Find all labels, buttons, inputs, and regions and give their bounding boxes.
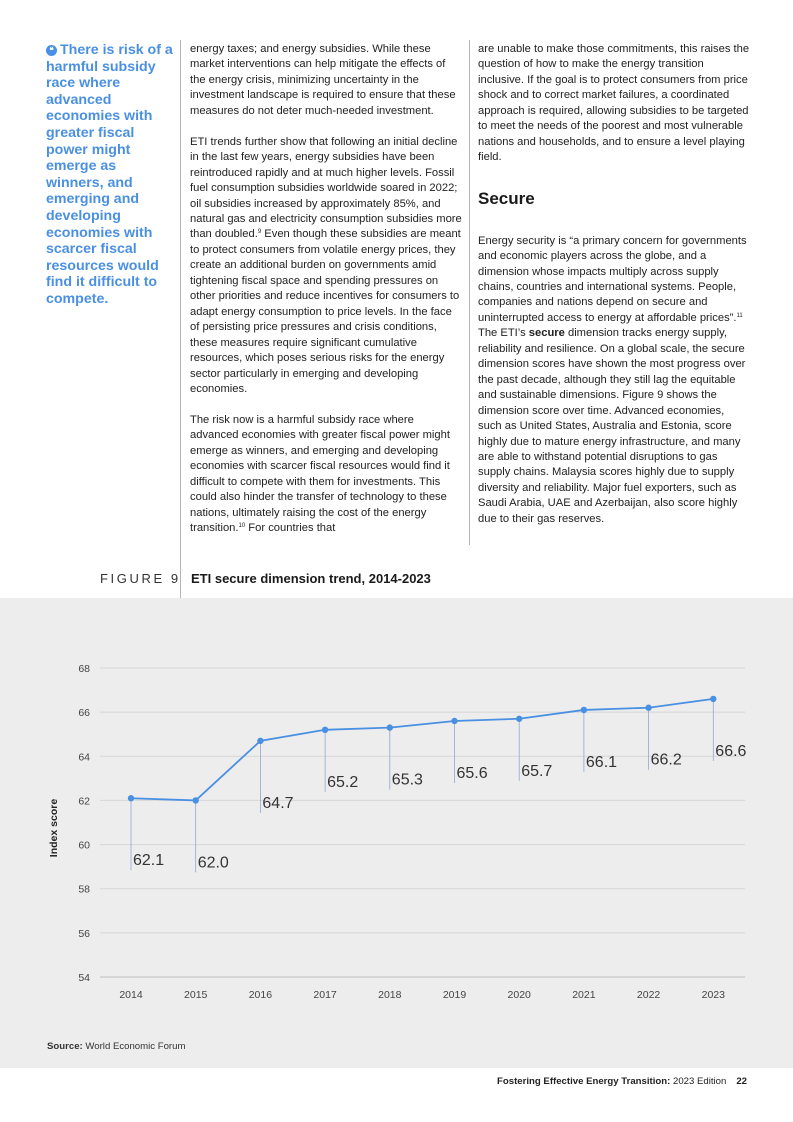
data-label: 65.3 — [391, 771, 423, 789]
y-tick-label: 56 — [78, 927, 90, 940]
body-column-1 — [190, 42, 462, 552]
col1-paragraph-3: The risk now is a harmful subsidy race where advanced economies with greater fiscal power might emerge as winners, and emerging and developing economies with scarcer fiscal resources would find it difficult to compete with them for investments. This could also hinder the transfer of technology to these nations, ultimately raising the cost of the energy transition.$^{10}$ For countries that — [190, 413, 450, 535]
data-point — [581, 707, 587, 713]
x-tick-label: 2018 — [378, 989, 402, 1001]
data-point — [387, 724, 393, 730]
y-tick-label: 60 — [78, 839, 90, 852]
figure-title: ETI secure dimension trend, 2014-2023 — [191, 571, 431, 586]
y-axis-label: Index score — [48, 798, 60, 858]
data-label: 66.2 — [650, 751, 682, 769]
data-label: 65.6 — [456, 764, 488, 782]
y-tick-label: 68 — [78, 663, 90, 675]
y-tick-label: 54 — [78, 972, 90, 984]
x-tick-label: 2020 — [507, 989, 531, 1001]
x-tick-label: 2019 — [442, 989, 467, 1001]
body-column-2 — [478, 42, 750, 543]
x-tick-label: 2017 — [313, 989, 337, 1001]
data-point — [451, 718, 457, 724]
data-label: 65.7 — [521, 762, 553, 780]
column-divider-right — [469, 40, 470, 545]
figure-label: FIGURE 9 — [100, 571, 181, 586]
col1-paragraph-1: energy taxes; and energy subsidies. While these market interventions can help mitigate the effects of the energy crisis, minimizing uncertainty in the investment landscape is required to ensure that these measures do not deter much-needed investment. — [190, 43, 456, 117]
col3-paragraph-2: Energy security is “a primary concern for governments and economic players across the globe, and a dimension whose impacts multiply across supply chains, countries and international systems. People, companies and nations depend on secure and uninterrupted access to energy at affordable prices”.$^{11}$ The ETI’s secure dimension tracks energy supply, reliability and resilience. On a global scale, the secure dimension scores have shown the most progress over the past decade, although they still lag the equitable and sustainable dimensions. Figure 9 shows the dimension score over time. Advanced economies, such as United States, Australia and Estonia, score highly due to mature energy infrastructure, and many are able to withstand potential disruptions to gas supply chains. Malaysia scores highly due to supply diversity and reliability. Major fuel exporters, such as Saudi Arabia, UAE and Azerbaijan, also score highly due to their gas reserves. — [478, 234, 747, 525]
data-point — [128, 795, 134, 801]
data-label: 62.1 — [133, 852, 165, 870]
pull-quote-text: There is risk of a harmful subsidy race where advanced economies with greater fiscal power might emerge as winners, and emerging and developing economies with scarcer fiscal resources would find it difficult to compete. — [46, 42, 173, 307]
data-label: 62.0 — [197, 854, 229, 872]
data-label: 66.6 — [715, 742, 747, 760]
x-tick-label: 2023 — [701, 989, 725, 1001]
x-tick-label: 2021 — [572, 989, 596, 1001]
chart-panel — [0, 598, 793, 1068]
data-point — [516, 716, 522, 722]
y-tick-label: 64 — [78, 751, 90, 764]
data-point — [645, 705, 651, 711]
x-tick-label: 2022 — [636, 989, 661, 1001]
page-footer: Fostering Effective Energy Transition: 2023 Edition 22 — [497, 1076, 747, 1087]
source-note: Source: World Economic Forum — [47, 1041, 186, 1052]
data-point — [193, 797, 199, 803]
quote-icon: ❝ — [46, 45, 57, 56]
page-number: 22 — [736, 1076, 747, 1087]
y-tick-label: 66 — [78, 707, 90, 720]
x-tick-label: 2015 — [184, 989, 208, 1001]
pull-quote — [46, 42, 174, 308]
footnote-ref: 10 — [238, 523, 246, 530]
data-label: 65.2 — [327, 773, 359, 791]
data-point — [710, 696, 716, 702]
y-tick-label: 58 — [78, 883, 90, 896]
x-tick-label: 2014 — [119, 989, 143, 1001]
column-divider-left — [180, 40, 181, 598]
footnote-ref: 9 — [257, 229, 262, 236]
section-heading-secure: Secure — [478, 188, 535, 208]
data-point — [257, 738, 263, 744]
line-chart — [0, 598, 793, 1068]
col1-paragraph-2: ETI trends further show that following an initial decline in the last few years, energy subsidies have been reintroduced rapidly and at much higher levels. Fossil fuel consumption subsidies worldwide soared in 2022; oil subsidies increased by approximately 85%, and natural gas and electricity consumption subsidies more than doubled.$^9$ Even though these subsidies are meant to protect consumers from volatile energy prices, they create an additional burden on governments amid tightening fiscal space and spending pressures on other priorities and reduce incentives for consumers to adapt energy consumption to price levels. In the face of persisting price pressures and crisis conditions, these measures require significant cumulative resources, which poses serious risks for the energy sector particularly in emerging and developing economies. — [190, 135, 462, 395]
footnote-ref: 11 — [736, 312, 743, 319]
data-label: 64.7 — [262, 794, 294, 812]
data-label: 66.1 — [585, 753, 618, 771]
y-tick-label: 62 — [78, 795, 90, 808]
x-tick-label: 2016 — [248, 989, 273, 1001]
col3-paragraph-1: are unable to make those commitments, this raises the question of how to make the energy transition inclusive. If the goal is to protect consumers from price shock and to correct market failures, a coordinated approach is required, allowing subsidies to be targeted to meet the needs of the poorest and most vulnerable nations and households, and to ensure a level playing field. — [478, 43, 750, 164]
data-point — [322, 727, 328, 733]
